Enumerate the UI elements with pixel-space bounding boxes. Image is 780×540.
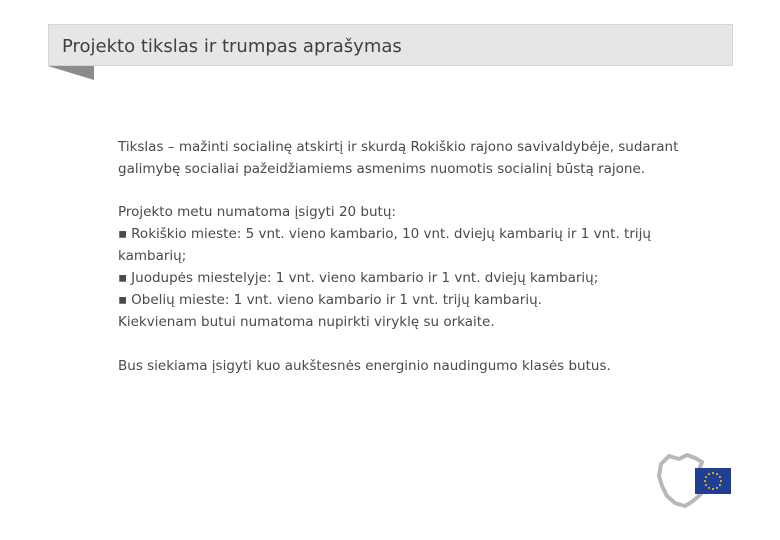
spacer [118, 333, 708, 355]
eu-star-icon [705, 484, 707, 486]
spacer [118, 180, 708, 201]
bullet-juodupe: ▪ Juodupės miestelyje: 1 vnt. vieno kambario ir 1 vnt. dviejų kambarių; [118, 267, 708, 289]
slide-title: Projekto tikslas ir trumpas aprašymas [62, 36, 402, 57]
bullet-obeliai: ▪ Obelių mieste: 1 vnt. vieno kambario ir 1 vnt. trijų kambarių. [118, 289, 708, 311]
eu-star-icon [705, 476, 707, 478]
eu-star-icon [708, 473, 710, 475]
stove-note: Kiekvienam butui numatoma nupirkti viryklę su orkaite. [118, 314, 495, 330]
eu-star-icon [716, 473, 718, 475]
energy-note: Bus siekiama įsigyti kuo aukštesnės energinio naudingumo klasės butus. [118, 358, 611, 374]
eu-star-icon [720, 480, 722, 482]
eu-star-icon [712, 472, 714, 474]
title-fold-decoration [48, 66, 94, 80]
eu-star-icon [719, 484, 721, 486]
title-bar [48, 24, 733, 66]
eu-star-icon [708, 487, 710, 489]
bullet-rokiskis: ▪ Rokiškio mieste: 5 vnt. vieno kambario, 10 vnt. dviejų kambarių ir 1 vnt. trijų kambarių; [118, 223, 708, 267]
eu-star-icon [716, 487, 718, 489]
eu-star-icon [719, 476, 721, 478]
goal-paragraph: Tikslas – mažinti socialinę atskirtį ir skurdą Rokiškio rajono savivaldybėje, sudarant galimybę socialiai pažeidžiamiems asmenims nuomotis socialinį būstą rajone. [118, 139, 679, 177]
eu-star-icon [704, 480, 706, 482]
slide-body [118, 136, 708, 377]
eu-star-icon [712, 488, 714, 490]
plan-intro: Projekto metu numatoma įsigyti 20 butų: [118, 204, 396, 220]
lithuania-eu-logo-icon [655, 452, 737, 510]
